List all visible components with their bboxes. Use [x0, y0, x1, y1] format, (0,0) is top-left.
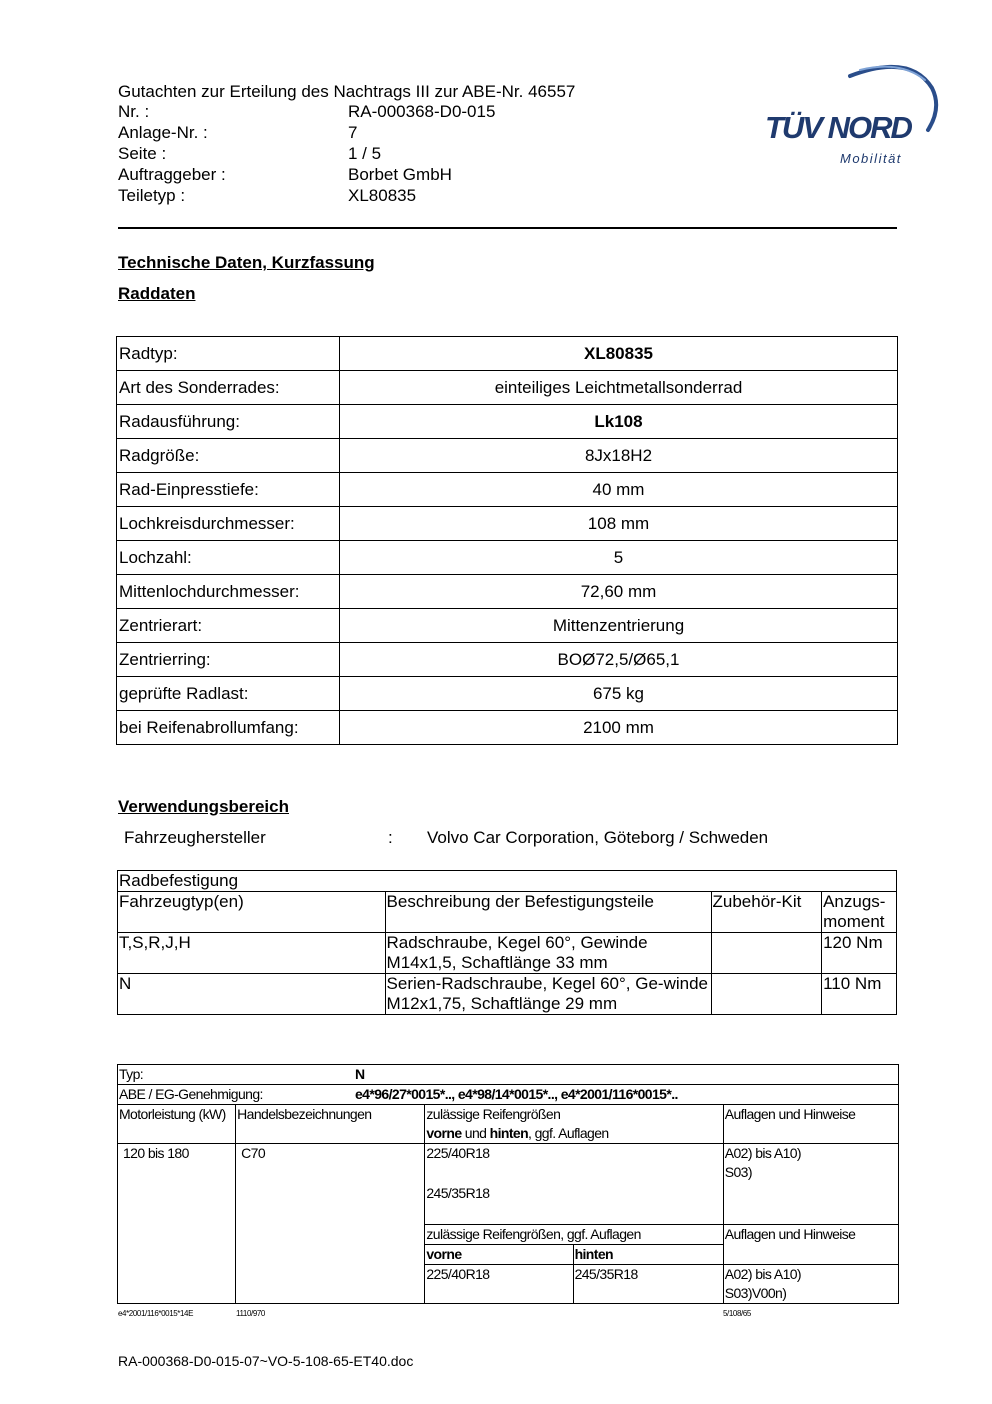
table-row: Mittenlochdurchmesser: 72,60 mm — [117, 575, 898, 609]
logo-sub: Mobilität — [840, 151, 902, 166]
sub-header: zulässige Reifengrößen, ggf. Auflagen — [425, 1225, 723, 1245]
reifen-values: 225/40R18 245/35R18 — [425, 1144, 723, 1225]
typ-label: Typ: — [119, 1066, 144, 1082]
header-field-auftraggeber: Auftraggeber : Borbet GmbH — [118, 165, 452, 184]
typ-value: N — [355, 1066, 365, 1082]
header-field-anlage: Anlage-Nr. : 7 — [118, 123, 358, 142]
header-field-seite: Seite : 1 / 5 — [118, 144, 382, 163]
foot-code: 1110/970 — [236, 1309, 265, 1318]
table-row: Radausführung: Lk108 — [117, 405, 898, 439]
table-row — [118, 1065, 899, 1085]
header-field-nr: Nr. : RA-000368-D0-015 — [118, 102, 496, 121]
sub-auflagen-values: A02) bis A10) S03)V00n) — [723, 1265, 898, 1304]
col-reifen: zulässige Reifengrößen vorne und hinten, ggf. Auflagen — [425, 1105, 723, 1144]
file-footer: RA-000368-D0-015-07~VO-5-108-65-ET40.doc — [118, 1353, 414, 1369]
table-row: Zentrierring: BOØ72,5/Ø65,1 — [117, 643, 898, 677]
motor-value: 120 bis 180 — [118, 1144, 236, 1304]
sub-vorne: vorne — [425, 1245, 573, 1265]
table-row: geprüfte Radlast: 675 kg — [117, 677, 898, 711]
table-row: Rad-Einpresstiefe: 40 mm — [117, 473, 898, 507]
sub-hinten: hinten — [573, 1245, 723, 1265]
col-handel: Handelsbezeichnungen — [236, 1105, 425, 1144]
table-row: Art des Sonderrades: einteiliges Leichtmetallsonderrad — [117, 371, 898, 405]
hersteller-value: Volvo Car Corporation, Göteborg / Schweden — [427, 828, 769, 847]
table-header-row — [118, 1105, 899, 1144]
table-row — [118, 1144, 899, 1225]
table-row: Lochkreisdurchmesser: 108 mm — [117, 507, 898, 541]
section-title: Technische Daten, Kurzfassung — [118, 253, 375, 272]
befestigung-title: Radbefestigung — [118, 871, 897, 892]
header-field-teiletyp: Teiletyp : XL80835 — [118, 186, 417, 205]
table-row: T,S,R,J,H Radschraube, Kegel 60°, Gewinde M14x1,5, Schaftlänge 33 mm 120 Nm — [118, 933, 897, 974]
abe-label: ABE / EG-Genehmigung: — [119, 1086, 263, 1102]
col-motor: Motorleistung (kW) — [118, 1105, 236, 1144]
table-row: Lochzahl: 5 — [117, 541, 898, 575]
foot-abe: e4*2001/116*0015*14E — [118, 1309, 194, 1318]
hersteller-sep: : — [388, 828, 393, 847]
raddaten-title: Raddaten — [118, 284, 196, 303]
sub-val-hinten: 245/35R18 — [573, 1265, 723, 1304]
sub-val-vorne: 225/40R18 — [425, 1265, 573, 1304]
table-row: N Serien-Radschraube, Kegel 60°, Ge-winde M12x1,75, Schaftlänge 29 mm 110 Nm — [118, 974, 897, 1015]
hersteller-label: Fahrzeughersteller — [124, 828, 266, 847]
table-row: Radtyp: XL80835 — [117, 337, 898, 371]
typ-table — [117, 1064, 899, 1304]
auflagen-values: A02) bis A10) S03) — [723, 1144, 898, 1225]
table-header-row: Fahrzeugtyp(en) Beschreibung der Befestigungsteile Zubehör-Kit Anzugs-moment — [118, 892, 897, 933]
table-row — [118, 871, 897, 892]
table-row: bei Reifenabrollumfang: 2100 mm — [117, 711, 898, 745]
header-divider — [118, 227, 897, 229]
handel-value: C70 — [236, 1144, 425, 1304]
table-row: Radgröße: 8Jx18H2 — [117, 439, 898, 473]
raddaten-table — [116, 336, 898, 745]
tuv-nord-logo — [760, 58, 945, 173]
foot-lk: 5/108/65 — [723, 1309, 751, 1318]
col-auflagen: Auflagen und Hinweise — [723, 1105, 898, 1144]
logo-brand: TÜV NORD — [765, 110, 911, 145]
table-row: Zentrierart: Mittenzentrierung — [117, 609, 898, 643]
sub-auflagen: Auflagen und Hinweise — [723, 1225, 898, 1265]
abe-value: e4*96/27*0015*.., e4*98/14*0015*.., e4*2001/116*0015*.. — [355, 1086, 678, 1102]
logo-arc-icon — [760, 58, 945, 173]
verwendung-title: Verwendungsbereich — [118, 797, 289, 816]
table-row — [118, 1085, 899, 1105]
befestigung-table — [117, 870, 897, 1015]
document-title: Gutachten zur Erteilung des Nachtrags III zur ABE-Nr. 46557 — [118, 82, 576, 101]
